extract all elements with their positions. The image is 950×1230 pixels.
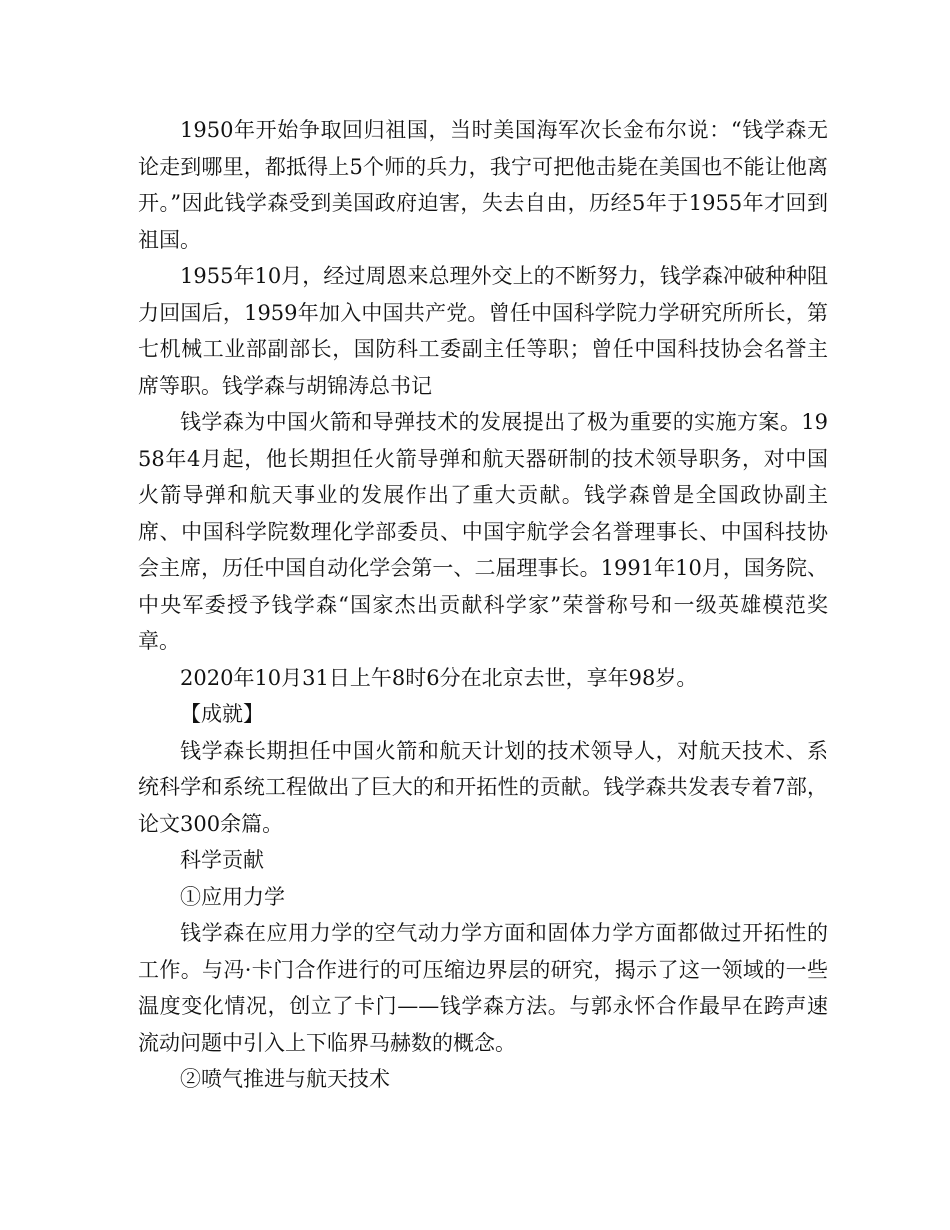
paragraph-1955-return: 1955年10月，经过周恩来总理外交上的不断努力，钱学森冲破种种阻力回国后，1959年加入中国共产党。曾任中国科学院力学研究所所长，第七机械工业部副部长，国防科工委副主任等职；曾任中国科技协会名誉主席等职。钱学森与胡锦涛总书记: [138, 264, 828, 398]
subheading-applied-mechanics: ①应用力学: [180, 884, 285, 909]
subheading-scientific-contributions: 科学贡献: [180, 848, 264, 872]
document-body: [138, 112, 828, 1098]
paragraph-achievements: 钱学森长期担任中国火箭和航天计划的技术领导人，对航天技术、系统科学和系统工程做出了巨大的和开拓性的贡献。钱学森共发表专着7部，论文300余篇。: [138, 738, 828, 836]
paragraph-rocket-program: 钱学森为中国火箭和导弹技术的发展提出了极为重要的实施方案。1958年4月起，他长期担任火箭导弹和航天器研制的技术领导职务，对中国火箭导弹和航天事业的发展作出了重大贡献。钱学森曾是全国政协副主席、中国科学院数理化学部委员、中国宇航学会名誉理事长、中国科技协会主席，历任中国自动化学会第一、二届理事长。1991年10月，国务院、中央军委授予钱学森“国家杰出贡献科学家”荣誉称号和一级英雄模范奖章。: [138, 410, 828, 653]
paragraph-return-to-china: 1950年开始争取回归祖国，当时美国海军次长金布尔说：“钱学森无论走到哪里，都抵得上5个师的兵力，我宁可把他击毙在美国也不能让他离开。”因此钱学森受到美国政府迫害，失去自由，历经5年于1955年才回到祖国。: [138, 118, 828, 252]
paragraph-death: 2020年10月31日上午8时6分在北京去世，享年98岁。: [180, 665, 698, 690]
section-heading-achievements: 【成就】: [180, 702, 264, 726]
subheading-jet-propulsion: ②喷气推进与航天技术: [180, 1067, 390, 1091]
paragraph-applied-mechanics: 钱学森在应用力学的空气动力学方面和固体力学方面都做过开拓性的工作。与冯·卡门合作进行的可压缩边界层的研究，揭示了这一领域的一些温度变化情况，创立了卡门——钱学森方法。与郭永怀合作最早在跨声速流动问题中引入上下临界马赫数的概念。: [138, 921, 828, 1055]
